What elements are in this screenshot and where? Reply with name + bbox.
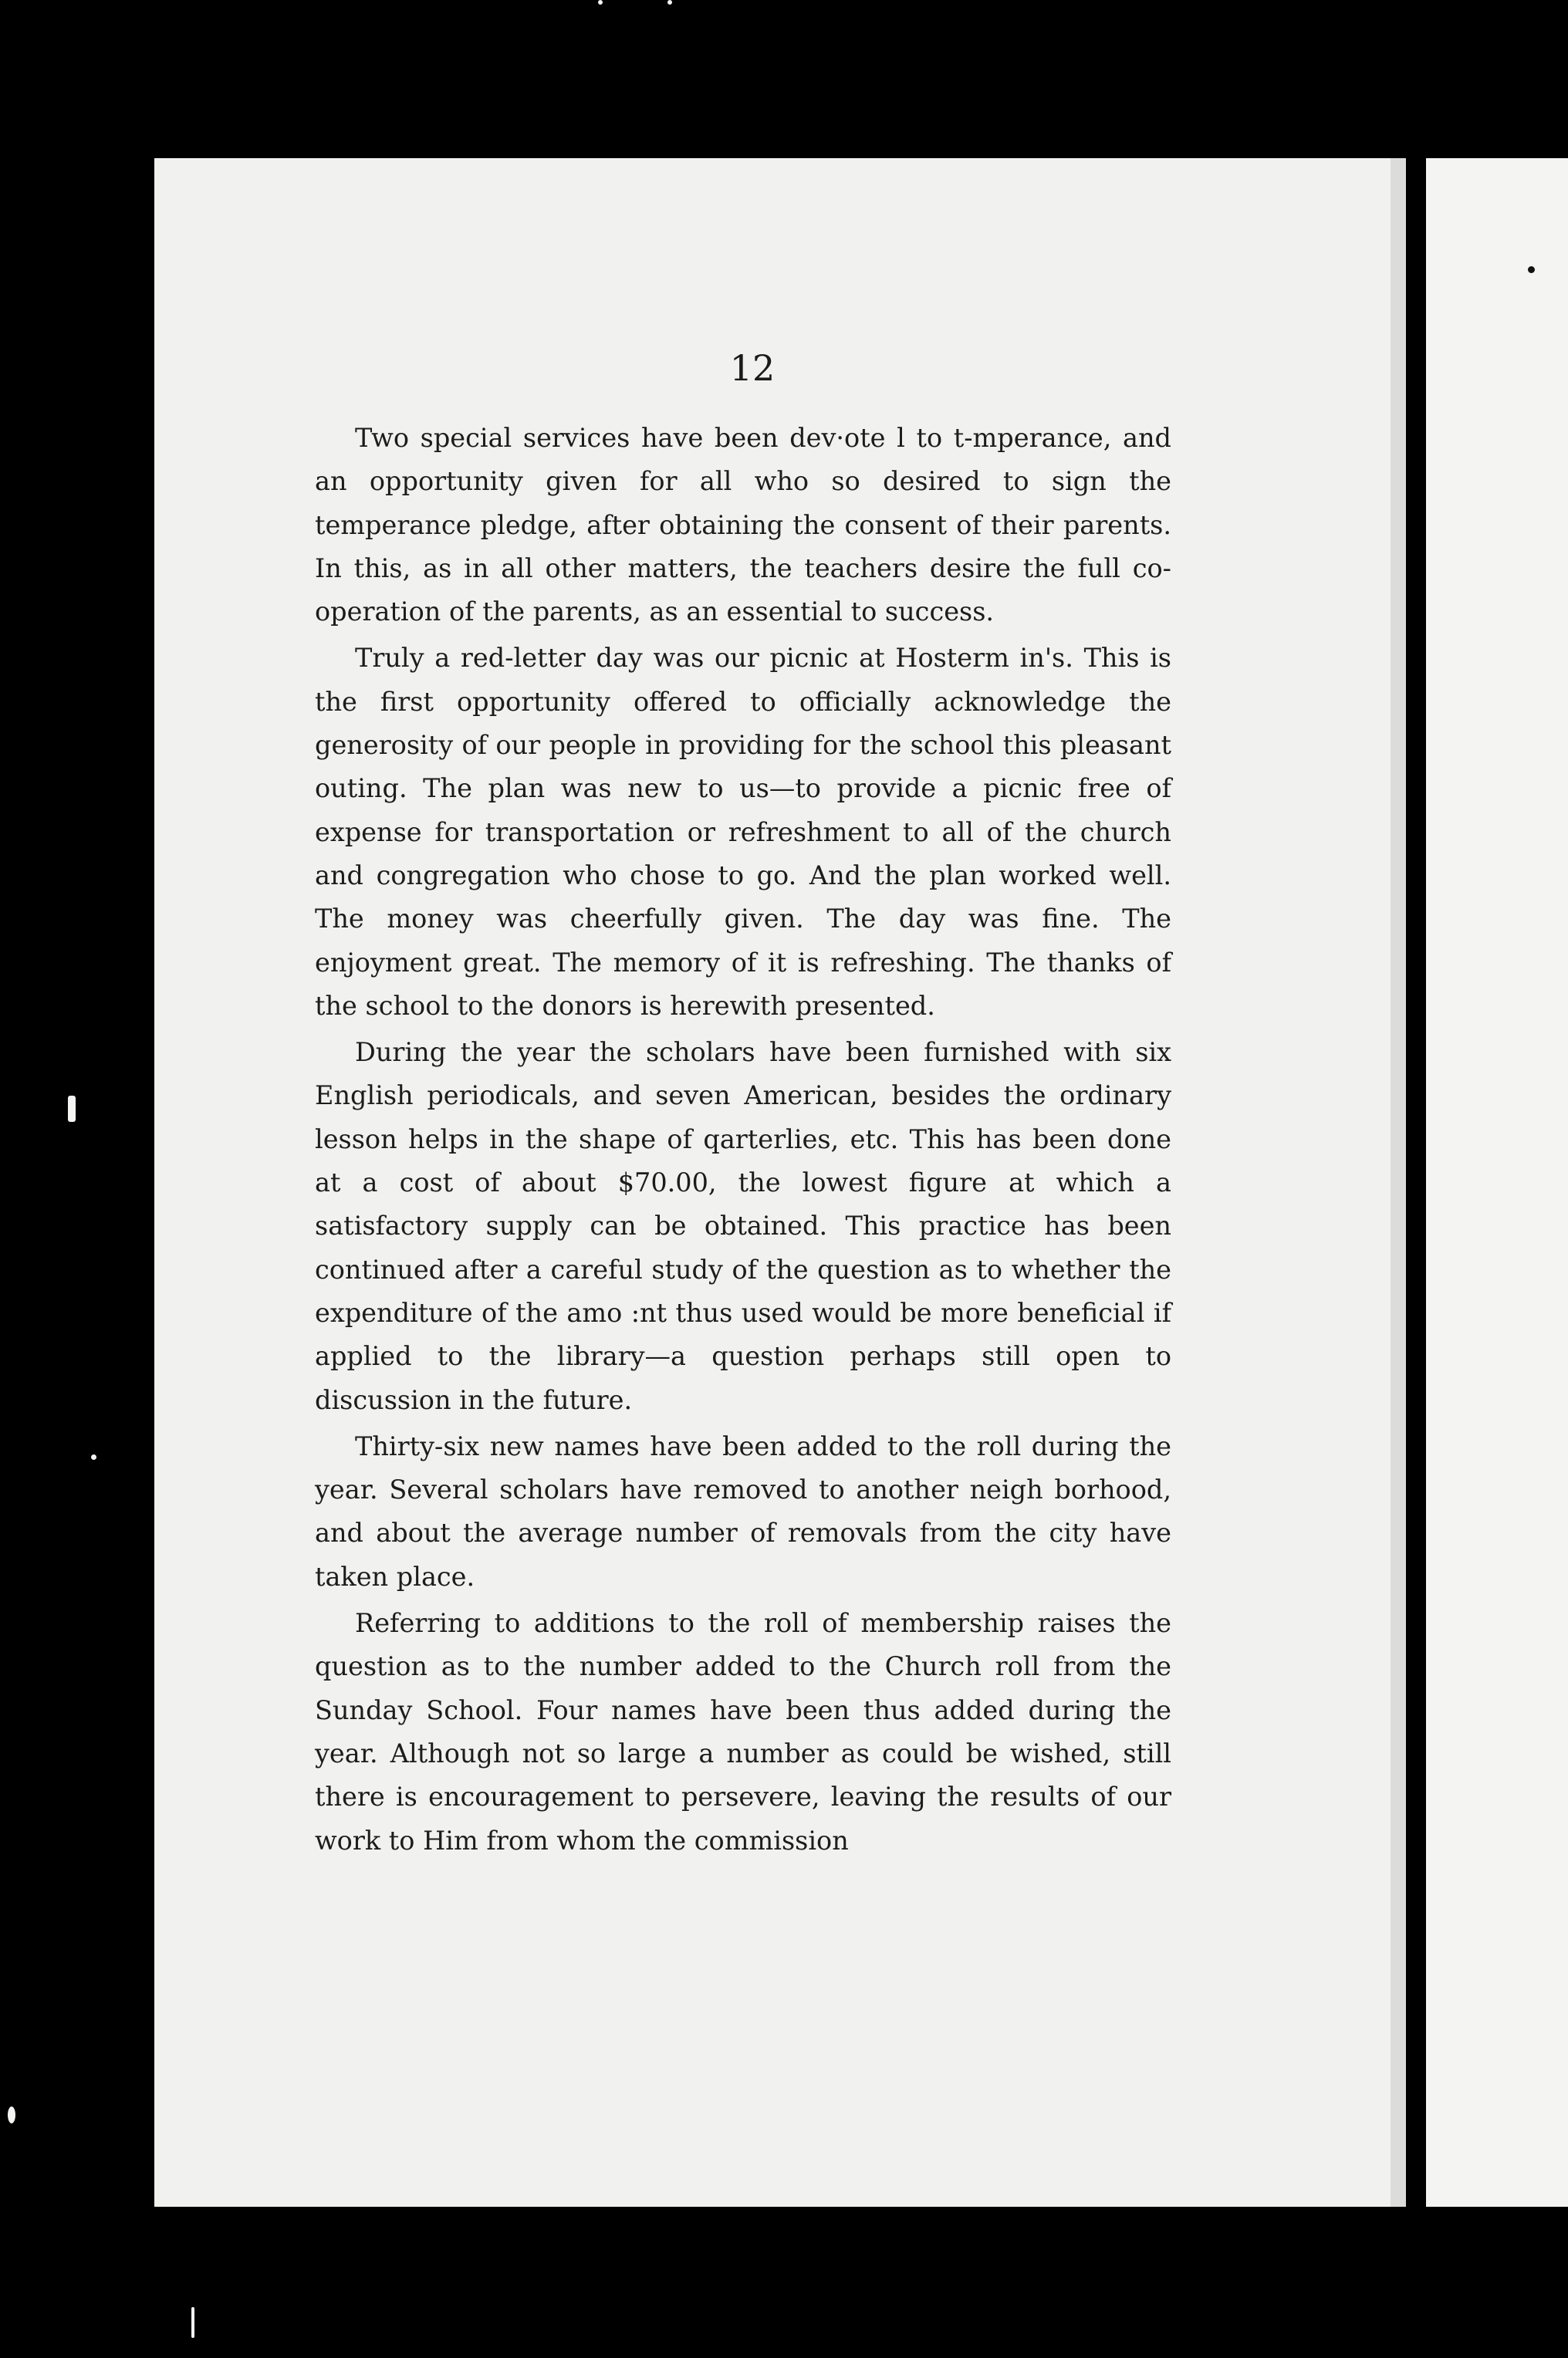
paragraph-church-roll: Referring to additions to the roll of membership raises the question as to the number added to the Church roll from the Sunday School. Four names have been thus added during the year. Although not so large a number as could be wished, still there is encouragement to persevere, leaving the results of our work to Him from whom the commission [315, 1608, 1171, 1856]
film-speck [598, 0, 603, 5]
adjacent-page-edge [1426, 158, 1568, 2207]
film-speck [191, 2307, 194, 2338]
film-speck [91, 1454, 96, 1460]
paragraph-periodicals: During the year the scholars have been furnished with six English periodicals, and seven American, besides the ordinary lesson helps in the shape of qarterlies, etc. This has been done at a cost of about $70.00, the lowest figure at which a satisfactory supply can be obtained. This practice has been continued after a careful study of the question as to whether the expenditure of the amo :nt thus used would be more beneficial if applied to the library—a question perhaps still open to discussion in the future. [315, 1037, 1171, 1415]
paragraph-new-names: Thirty-six new names have been added to the roll during the year. Several scholars have removed to another neigh borhood, and about the average number of removals from the city have taken place. [315, 1431, 1171, 1592]
body-text [315, 417, 1171, 1866]
page-speck [1528, 266, 1535, 273]
film-speck [68, 1096, 76, 1122]
film-speck [8, 2106, 15, 2123]
page-edge [1391, 158, 1406, 2207]
paragraph-picnic: Truly a red-letter day was our picnic at Hosterm in's. This is the first opportunity offered to officially acknowledge the generosity of our people in providing for the school this pleasant outing. The plan was new to us—to provide a picnic free of expense for transportation or refreshment to all of the church and congregation who chose to go. And the plan worked well. The money was cheerfully given. The day was fine. The enjoyment great. The memory of it is refreshing. The thanks of the school to the donors is herewith presented. [315, 643, 1171, 1021]
paragraph-temperance: Two special services have been dev·ote l to t-mperance, and an opportunity given for all who so desired to sign the temperance pledge, after obtaining the consent of their parents. In this, as in all other matters, the teachers desire the full co-operation of the parents, as an essential to success. [315, 423, 1171, 627]
binding-gutter [1406, 158, 1426, 2207]
film-speck [667, 0, 672, 5]
page-number: 12 [729, 347, 776, 389]
